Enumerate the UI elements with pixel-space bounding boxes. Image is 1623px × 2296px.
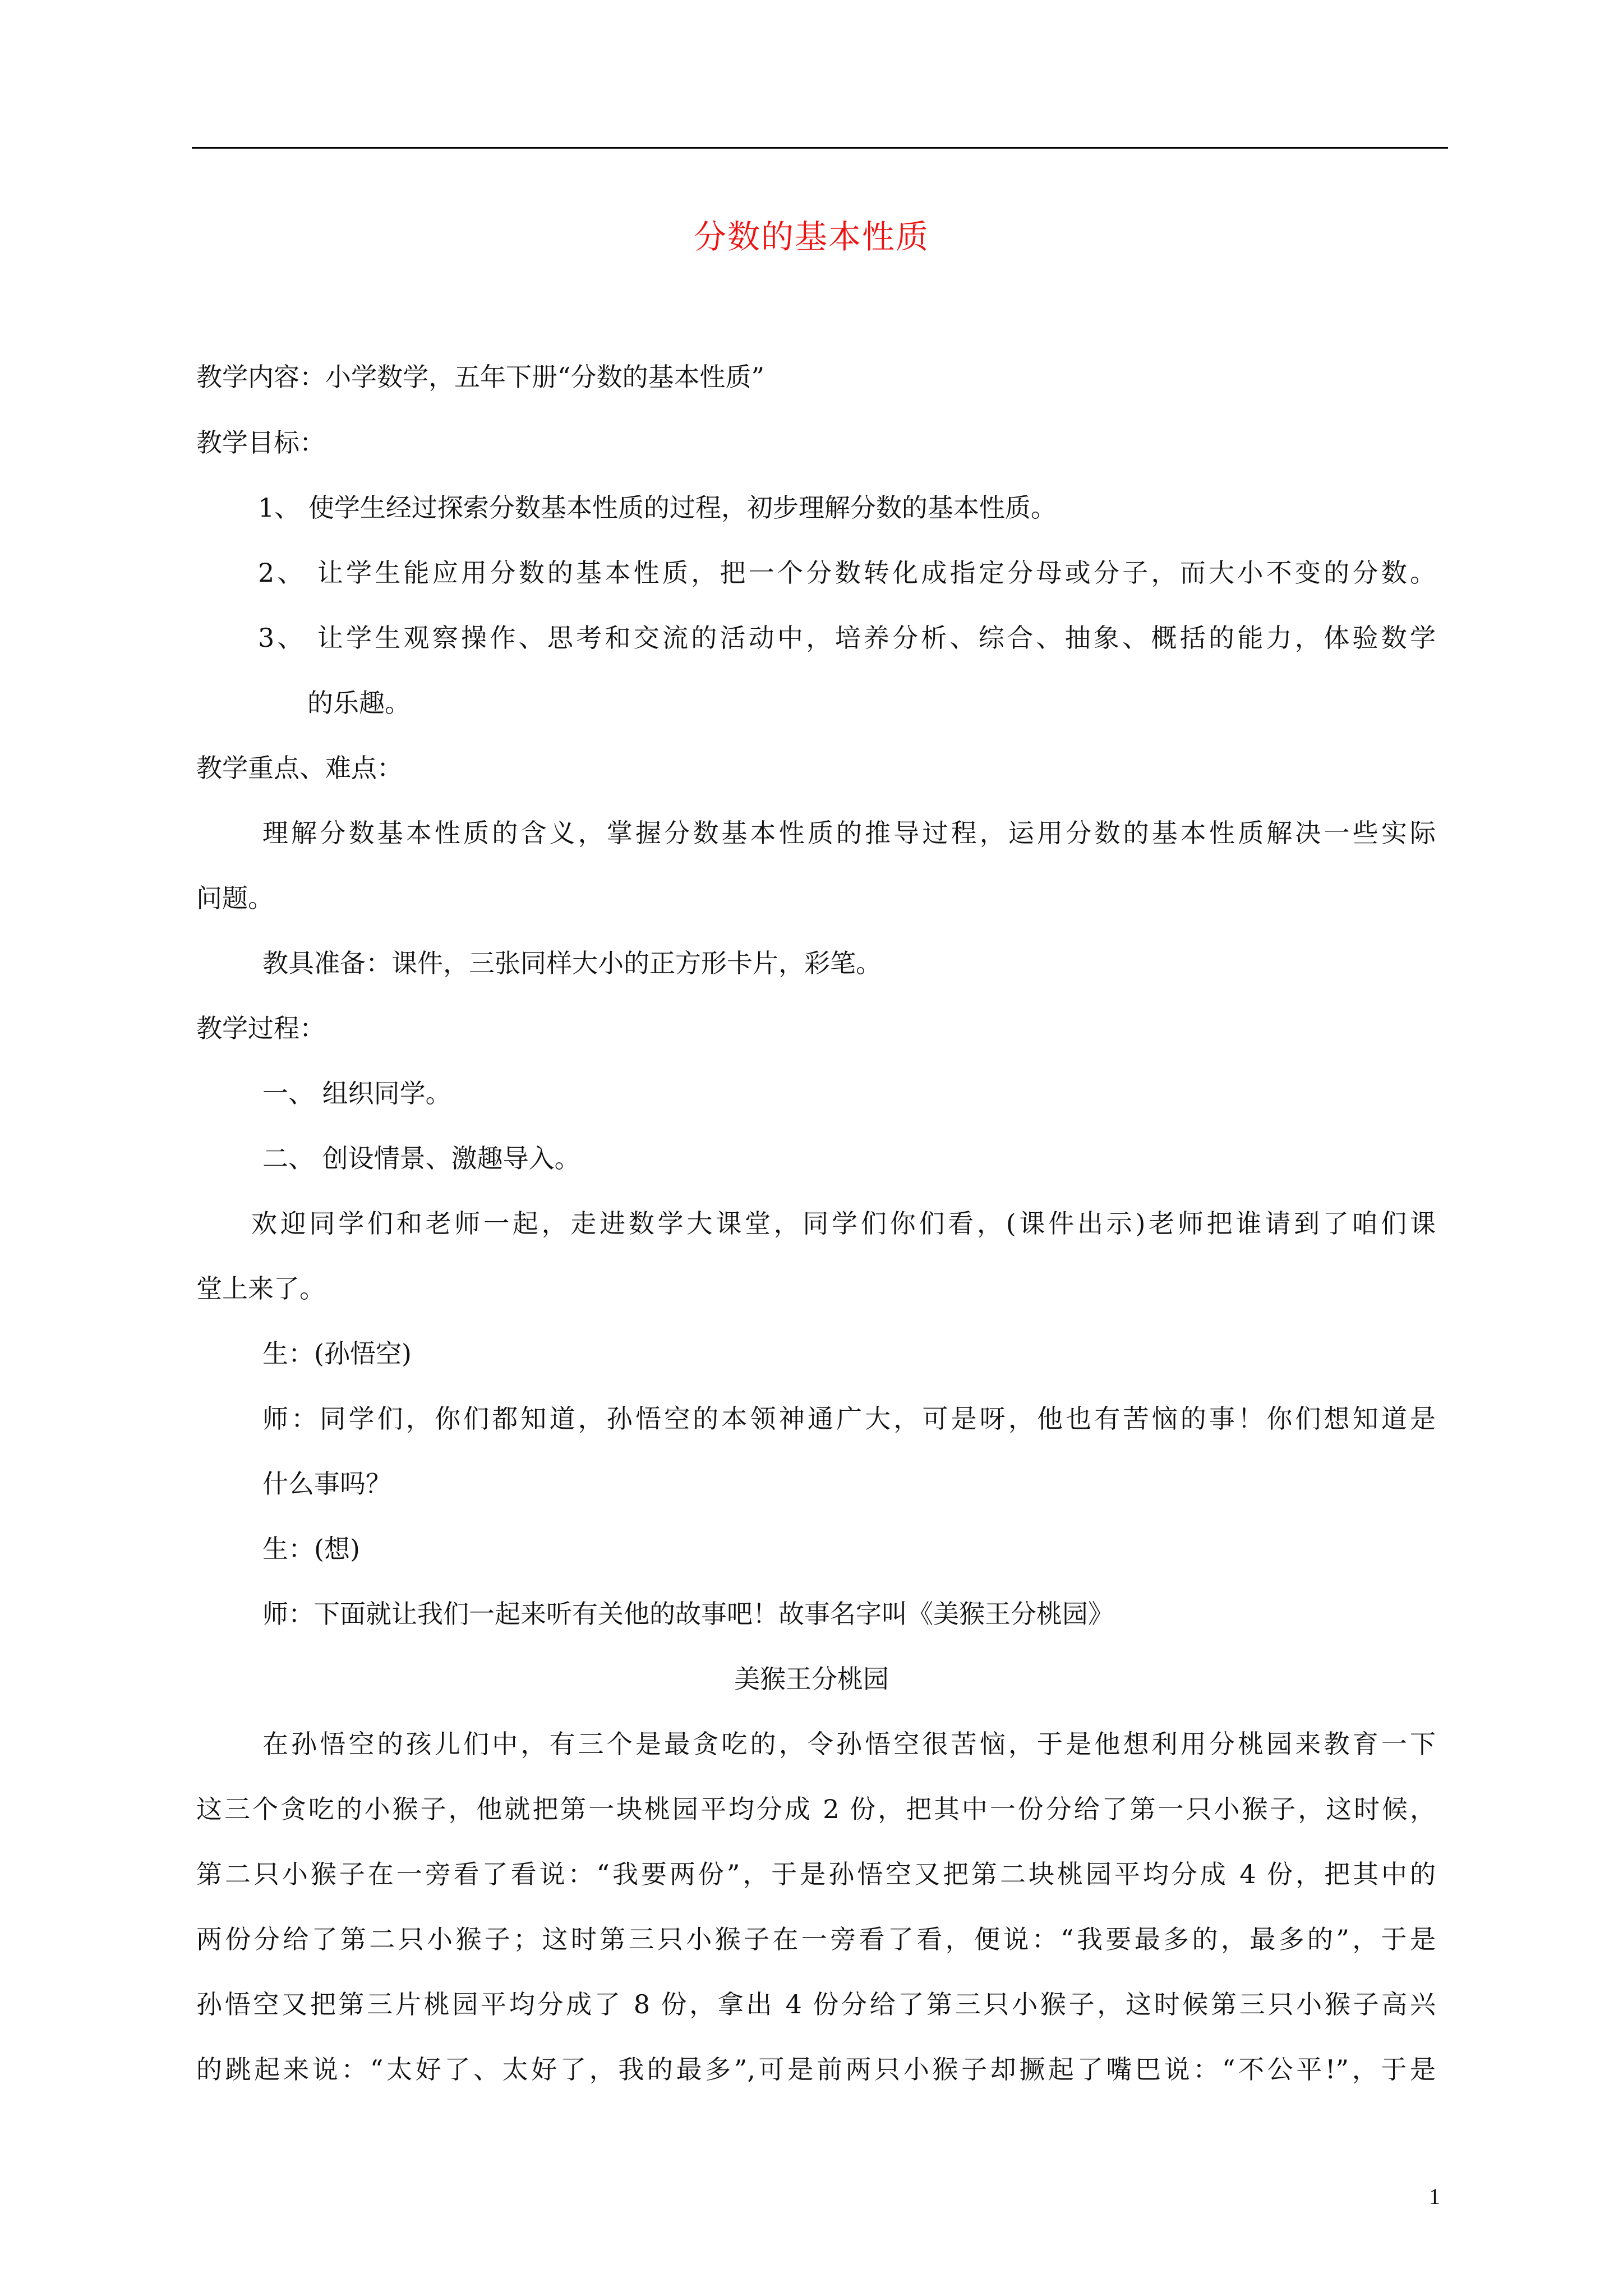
goal-item-2: 2、 让学生能应用分数的基本性质，把一个分数转化成指定分母或分子，而大小不变的分数。 <box>258 558 1436 588</box>
section-heading-goals: 教学目标： <box>196 427 325 458</box>
student-reply-2: 生：(想) <box>262 1534 360 1564</box>
process-step-2: 二、 创设情景、激趣导入。 <box>262 1143 580 1174</box>
intro-paragraph: 欢迎同学们和老师一起，走进数学大课堂，同学们你们看，(课件出示)老师把谁请到了咱们课 <box>251 1208 1436 1239</box>
goal-item-3-continued: 的乐趣。 <box>307 688 411 718</box>
section-heading-key-points: 教学重点、难点： <box>196 753 403 783</box>
page-number: 1 <box>1429 2184 1440 2209</box>
goal-item-3: 3、 让学生观察操作、思考和交流的活动中，培养分析、综合、抽象、概括的能力，体验数学 <box>258 623 1436 653</box>
key-points-text: 理解分数基本性质的含义，掌握分数基本性质的推导过程，运用分数的基本性质解决一些实际 <box>262 818 1436 848</box>
story-line-4: 两份分给了第二只小猴子；这时第三只小猴子在一旁看了看，便说：“我要最多的，最多的”，于是 <box>196 1924 1436 1954</box>
key-points-text-continued: 问题。 <box>196 883 274 913</box>
header-rule <box>192 147 1448 149</box>
process-step-1: 一、 组织同学。 <box>262 1078 451 1108</box>
story-line-2: 这三个贪吃的小猴子，他就把第一块桃园平均分成 2 份，把其中一份分给了第一只小猴子，这时候， <box>196 1794 1436 1824</box>
document-title: 分数的基本性质 <box>693 218 929 256</box>
story-title: 美猴王分桃园 <box>734 1664 889 1694</box>
goal-item-1: 1、 使学生经过探索分数基本性质的过程，初步理解分数的基本性质。 <box>258 493 1057 523</box>
story-line-6: 的跳起来说：“太好了、太好了，我的最多”,可是前两只小猴子却撅起了嘴巴说：“不公平!”，于是 <box>196 2054 1436 2085</box>
story-line-3: 第二只小猴子在一旁看了看说：“我要两份”，于是孙悟空又把第二块桃园平均分成 4 份，把其中的 <box>196 1859 1436 1889</box>
teaching-aids: 教具准备：课件，三张同样大小的正方形卡片，彩笔。 <box>262 948 882 978</box>
teacher-line-2: 师：下面就让我们一起来听有关他的故事吧！故事名字叫《美猴王分桃园》 <box>262 1599 1114 1629</box>
student-reply-1: 生：(孙悟空) <box>262 1338 412 1369</box>
teacher-line-1: 师：同学们，你们都知道，孙悟空的本领神通广大，可是呀，他也有苦恼的事！你们想知道是 <box>262 1404 1436 1434</box>
teacher-line-1-continued: 什么事吗？ <box>262 1469 391 1499</box>
story-line-5: 孙悟空又把第三片桃园平均分成了 8 份，拿出 4 份分给了第三只小猴子，这时候第三只小猴子高兴 <box>196 1989 1436 2019</box>
section-heading-process: 教学过程： <box>196 1013 325 1043</box>
teaching-content: 教学内容：小学数学，五年下册“分数的基本性质” <box>196 362 765 392</box>
story-line-1: 在孙悟空的孩儿们中，有三个是最贪吃的，令孙悟空很苦恼，于是他想利用分桃园来教育一下 <box>262 1729 1436 1759</box>
intro-paragraph-continued: 堂上来了。 <box>196 1273 325 1304</box>
